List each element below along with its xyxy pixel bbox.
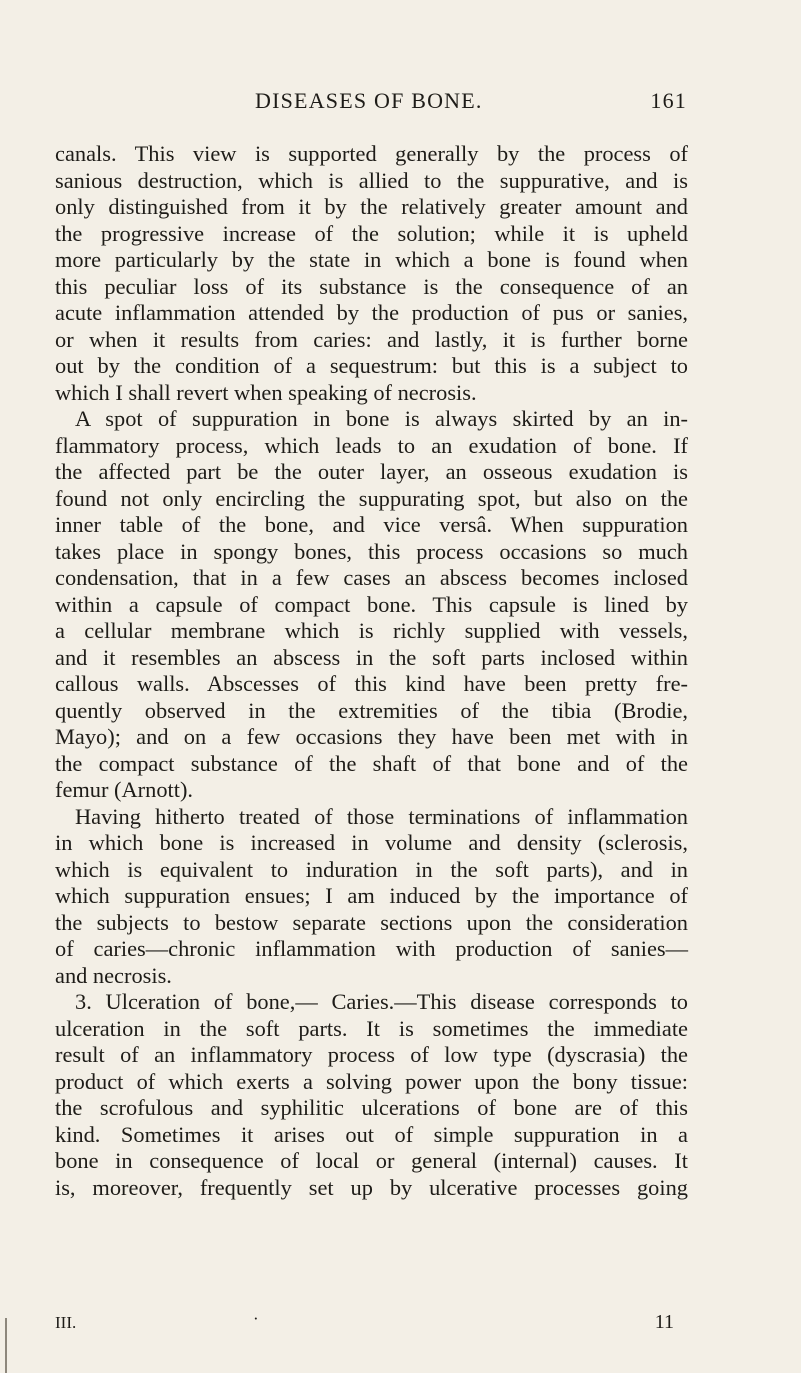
page-edge-mark: [5, 1318, 7, 1373]
text-line: found not only encircling the suppurating spot, but also on the: [55, 485, 688, 511]
text-line: this peculiar loss of its substance is the consequence of an: [55, 273, 688, 299]
text-line: a cellular membrane which is richly supplied with vessels,: [55, 618, 688, 643]
text-line: which suppuration ensues; I am induced by the importance of: [55, 883, 688, 908]
page-number: 161: [650, 88, 687, 113]
text-line: and necrosis.: [55, 962, 172, 988]
text-line: inner table of the bone, and vice versâ. When suppuration: [55, 512, 688, 537]
text-line: the progressive increase of the solution; while it is upheld: [55, 220, 688, 246]
text-line: the subjects to bestow separate sections upon the consideration: [55, 909, 688, 935]
text-line: is, moreover, frequently set up by ulcerative processes going: [55, 1174, 688, 1200]
paragraph-start-line: A spot of suppuration in bone is always skirted by an in-: [75, 406, 688, 431]
text-line: which is equivalent to induration in the soft parts), and in: [55, 856, 688, 882]
text-line: Mayo); and on a few occasions they have been met with in: [55, 724, 688, 749]
text-line: takes place in spongy bones, this process occasions so much: [55, 538, 688, 564]
text-line: which I shall revert when speaking of necrosis.: [55, 379, 477, 405]
running-head: [255, 88, 687, 118]
text-line: acute inflammation attended by the production of pus or sanies,: [55, 300, 688, 325]
text-line: femur (Arnott).: [55, 777, 194, 802]
text-line: sanious destruction, which is allied to the suppurative, and is: [55, 167, 688, 193]
dot-mark: ·: [253, 1309, 259, 1328]
text-line: flammatory process, which leads to an exudation of bone. If: [55, 432, 688, 458]
text-line: of caries—chronic inflammation with production of sanies—: [55, 936, 688, 961]
text-line: callous walls. Abscesses of this kind have been pretty fre-: [55, 671, 688, 696]
text-line: kind. Sometimes it arises out of simple suppuration in a: [55, 1121, 688, 1147]
text-line: within a capsule of compact bone. This capsule is lined by: [55, 591, 688, 617]
text-line: out by the condition of a sequestrum: but this is a subject to: [55, 353, 688, 378]
text-line: the affected part be the outer layer, an osseous exudation is: [55, 459, 688, 484]
text-line: quently observed in the extremities of the tibia (Brodie,: [55, 697, 688, 723]
body-text: [55, 141, 688, 1201]
text-line: the scrofulous and syphilitic ulcerations of bone are of this: [55, 1095, 688, 1120]
text-line: in which bone is increased in volume and density (sclerosis,: [55, 830, 688, 855]
text-line: the compact substance of the shaft of that bone and of the: [55, 750, 688, 776]
text-line: ulceration in the soft parts. It is sometimes the immediate: [55, 1015, 688, 1041]
text-line: or when it results from caries: and lastly, it is further borne: [55, 326, 688, 352]
signature-row: [55, 1309, 688, 1337]
text-line: bone in consequence of local or general (internal) causes. It: [55, 1148, 688, 1173]
signature-number: 11: [654, 1311, 674, 1333]
text-line: condensation, that in a few cases an abscess becomes inclosed: [55, 565, 688, 590]
text-line: canals. This view is supported generally by the process of: [55, 141, 688, 166]
signature-mark: III.: [55, 1313, 77, 1332]
paragraph-start-line: Having hitherto treated of those terminations of inflammation: [75, 803, 688, 829]
running-head-title: DISEASES OF BONE.: [255, 88, 483, 113]
text-line: more particularly by the state in which a bone is found when: [55, 247, 688, 272]
text-line: product of which exerts a solving power upon the bony tissue:: [55, 1068, 688, 1094]
text-line: only distinguished from it by the relatively greater amount and: [55, 194, 688, 219]
section-heading-line: 3. Ulceration of bone,— Caries.—This disease corresponds to: [75, 989, 688, 1014]
text-line: result of an inflammatory process of low type (dyscrasia) the: [55, 1042, 688, 1067]
text-line: and it resembles an abscess in the soft parts inclosed within: [55, 644, 688, 670]
